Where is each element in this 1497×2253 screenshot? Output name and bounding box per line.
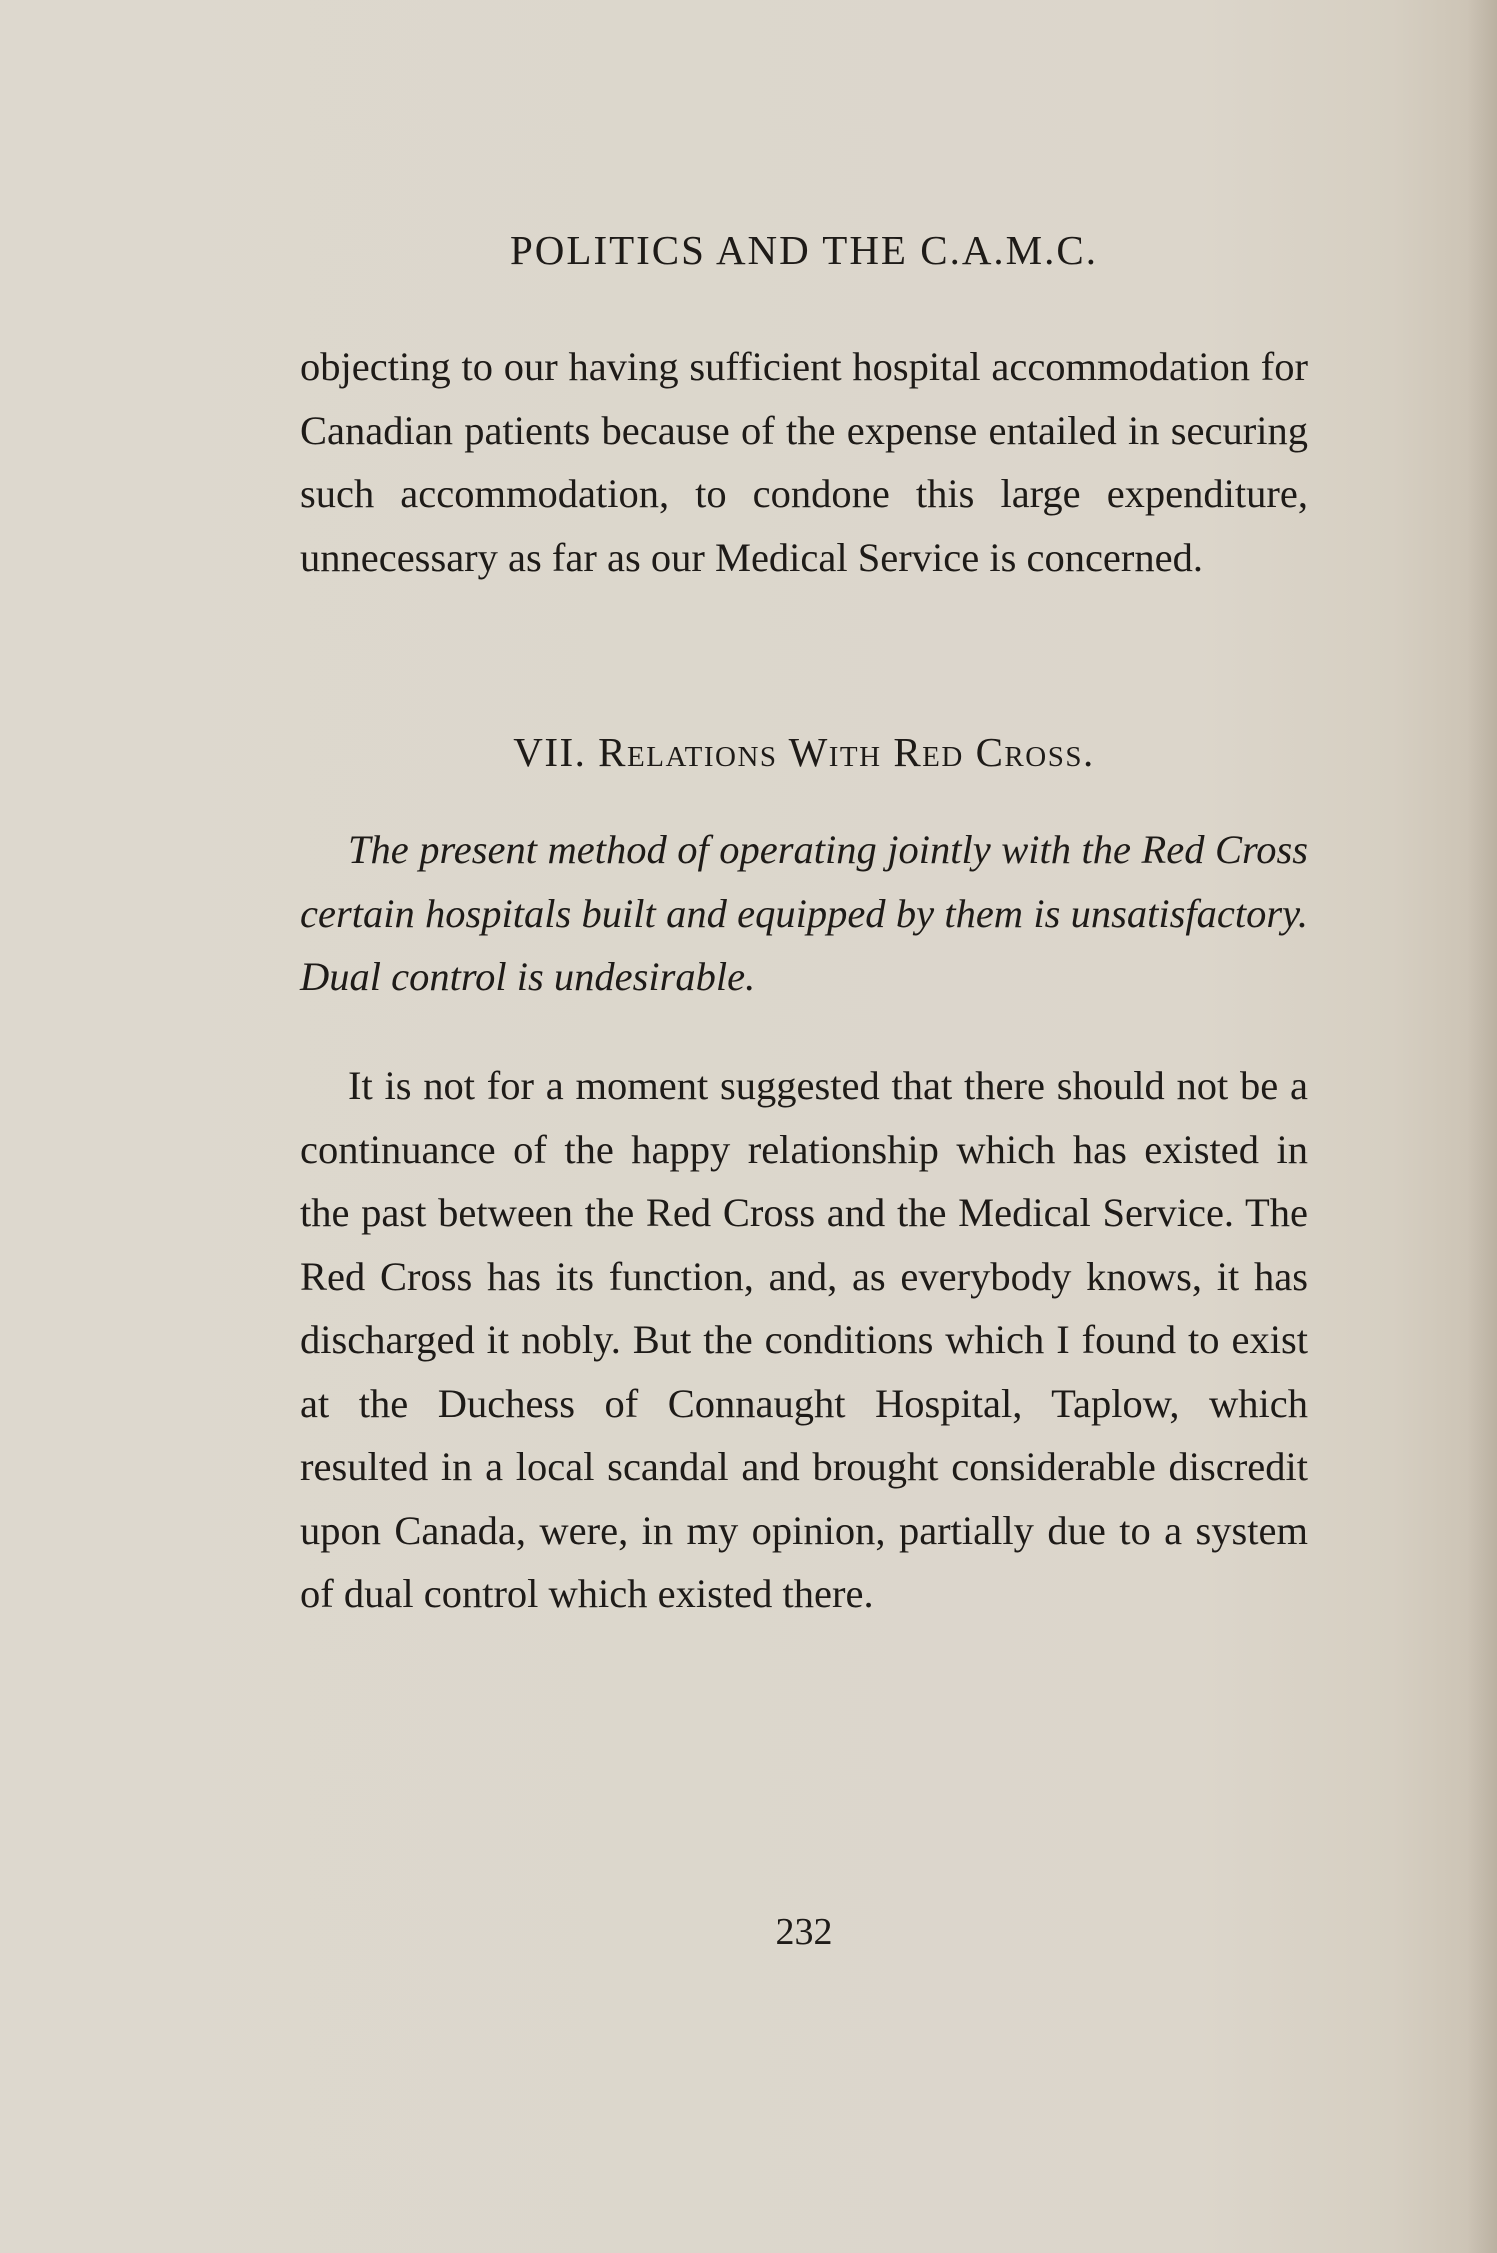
section-heading: VII. Relations With Red Cross. [513, 729, 1095, 775]
continuation-paragraph: objecting to our having sufficient hospital accommodation for Canadian patients because of the expense entailed in securing such accommodation, to condone this large expenditure, unnecessary as far as our Medical Service is concerned. [300, 344, 1308, 580]
section-summary: The present method of operating jointly with the Red Cross certain hospitals built and equipped by them is unsatisfactory. Dual control is undesirable. [300, 827, 1308, 999]
body-paragraph: It is not for a moment suggested that there should not be a continuance of the happy relationship which has existed in the past between the Red Cross and the Medical Service. The Red Cross has its function, and, as everybody knows, it has discharged it nobly. But the conditions which I found to exist at the Duchess of Connaught Hospital, Taplow, which resulted in a local scandal and brought considerable discredit upon Canada, were, in my opinion, partially due to a system of dual control which existed there. [300, 1063, 1308, 1616]
page-number: 232 [775, 1911, 833, 1953]
page-edge-shadow [1467, 0, 1497, 2253]
running-head: POLITICS AND THE C.A.M.C. [510, 227, 1098, 273]
